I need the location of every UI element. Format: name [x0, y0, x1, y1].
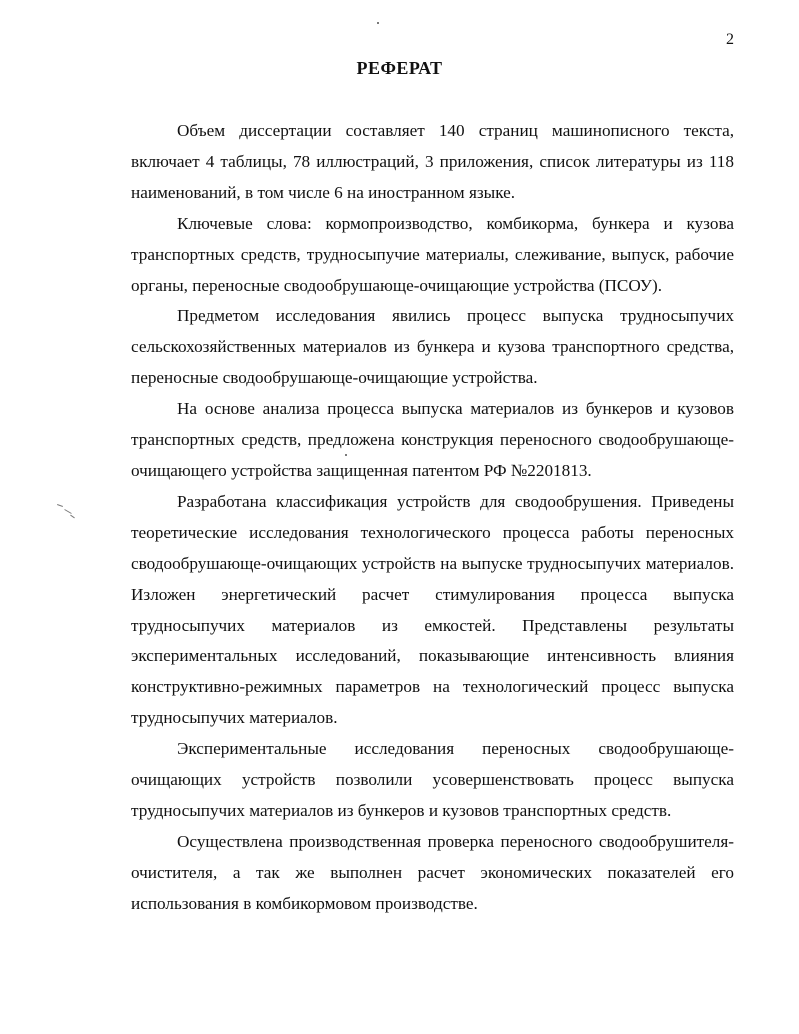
scan-speck [57, 504, 63, 507]
abstract-body [131, 116, 734, 920]
page-number: 2 [726, 31, 734, 48]
paragraph-experiments: Экспериментальные исследования переносных сводообрушающе-очищающих устройств позволили усовершенствовать процесс выпуска трудносыпучих материалов из бункеров и кузовов транспортных средств. [131, 739, 734, 820]
scan-speck [64, 509, 71, 514]
paragraph-analysis: На основе анализа процесса выпуска материалов из бункеров и кузовов транспортных средств, предложена конструкция переносного сводообрушающе-очищающего устройства защищенная патентом РФ №2201813. [131, 399, 734, 480]
paragraph-keywords: Ключевые слова: кормопроизводство, комбикорма, бункера и кузова транспортных средств, трудносыпучие материалы, слеживание, выпуск, рабочие органы, переносные сводообрушающе-очищающие устройства (ПСОУ). [131, 213, 734, 295]
paragraph-volume: Объем диссертации составляет 140 страниц машинописного текста, включает 4 таблицы, 78 иллюстраций, 3 приложения, список литературы из 118 наименований, в том числе 6 на иностранном языке. [131, 121, 734, 202]
page-title: РЕФЕРАТ [356, 58, 443, 78]
paragraph-production-check: Осуществлена производственная проверка переносного сводообрушителя-очистителя, а так же выполнен расчет экономических показателей его использования в комбикормовом производстве. [131, 831, 734, 913]
scan-speck [377, 22, 379, 24]
paragraph-results: Разработана классификация устройств для сводообрушения. Приведены теоретические исследования технологического процесса работы переносных сводообрушающе-очищающих устройств на выпуске трудносыпучих материалов. Изложен энергетический расчет стимулирования процесса выпуска трудносыпучих материалов из емкостей. Представлены результаты экспериментальных исследований, показывающие интенсивность влияния конструктивно-режимных параметров на технологический процесс выпуска трудносыпучих материалов. [131, 491, 734, 728]
scan-speck [70, 515, 75, 519]
paragraph-subject: Предметом исследования явились процесс выпуска трудносыпучих сельскохозяйственных материалов из бункера и кузова транспортного средства, переносные сводообрушающе-очищающие устройства. [131, 306, 734, 388]
scan-speck [345, 454, 347, 456]
